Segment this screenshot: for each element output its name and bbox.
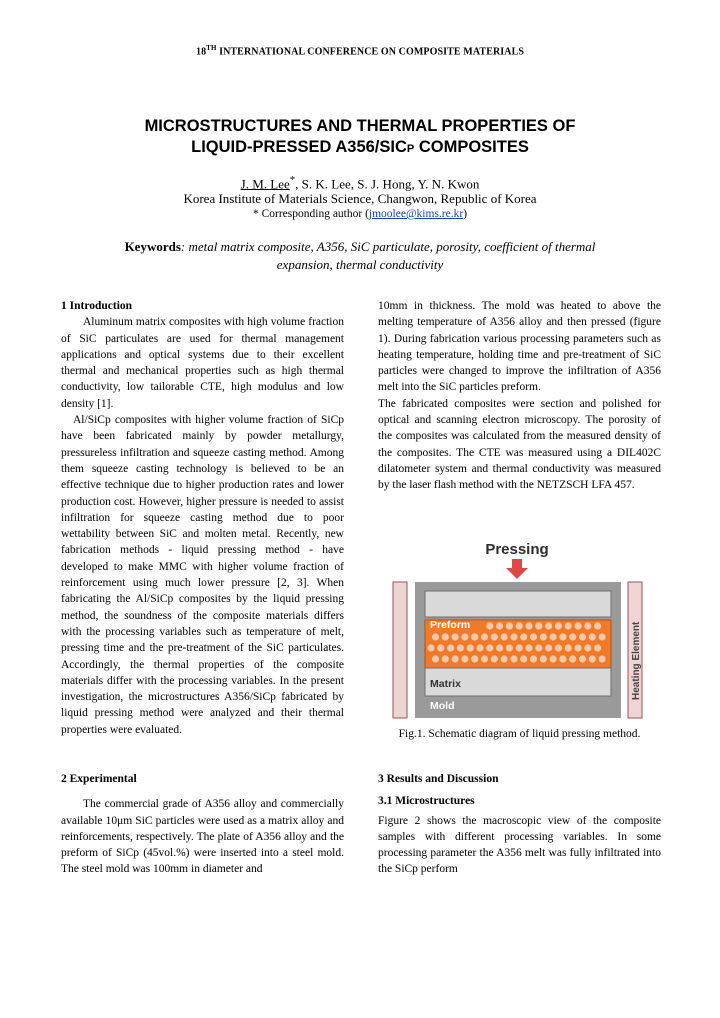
sic-particle: [559, 655, 566, 662]
experimental-heading: 2 Experimental: [61, 773, 137, 785]
sic-particle: [569, 633, 576, 640]
sic-particle: [510, 655, 517, 662]
sic-particle: [501, 633, 508, 640]
sic-particle: [530, 633, 537, 640]
sic-particle: [432, 655, 439, 662]
sic-particle: [461, 633, 468, 640]
sic-particle: [599, 633, 606, 640]
sic-particle: [442, 633, 449, 640]
pressing-label: Pressing: [485, 541, 549, 558]
title-line-2: LIQUID-PRESSED A356/SICP COMPOSITES: [191, 138, 529, 156]
liquid-pressing-diagram: [385, 538, 657, 720]
sic-particle: [486, 622, 493, 629]
sic-particle: [506, 644, 513, 651]
sic-particle: [481, 633, 488, 640]
experimental-section: [61, 771, 344, 878]
sic-particle: [589, 633, 596, 640]
sic-particle: [555, 622, 562, 629]
right-column-text: [378, 298, 661, 494]
intro-heading: 1 Introduction: [61, 300, 133, 312]
sic-particle: [457, 644, 464, 651]
heating-element-left: [393, 582, 407, 718]
results-heading: 3 Results and Discussion: [378, 773, 499, 785]
heating-element-label: Heating Element: [631, 621, 642, 700]
microstructures-subheading: 3.1 Microstructures: [378, 795, 475, 808]
sic-particle: [491, 655, 498, 662]
method-paragraph-1: 10mm in thickness. The mold was heated to above the melting temperature of A356 alloy and then pressed (figure 1). During fabrication various processing parameters such as heating temperature, holding time and pre-treatment of SiC particles were changed to improve the infiltration of A356 melt into the SiC particles preform.: [378, 300, 661, 394]
sic-particle: [569, 655, 576, 662]
method-paragraph-2: The fabricated composites were section and polished for optical and scanning electron microscopy. The porosity of the composites was calculated from the measured density of the composites. The CTE was measured using a DIL402C dilatometer system and thermal conductivity was measured by the laser flash method with the NETZSCH LFA 457.: [378, 397, 661, 492]
figure-1-caption: Fig.1. Schematic diagram of liquid pressing method.: [398, 728, 641, 740]
introduction-section: [61, 298, 344, 738]
sic-particle: [530, 655, 537, 662]
pressing-arrow-icon: [506, 559, 528, 579]
sic-particle: [545, 622, 552, 629]
sic-particle: [574, 622, 581, 629]
first-author[interactable]: J. M. Lee: [240, 176, 290, 192]
intro-paragraph-1: Aluminum matrix composites with high volume fraction of SiC particulates are used for thermal management applications and optical systems due to their excellent thermal and mechanical properties such as high thermal conductivity, low tailorable CTE, high modulus and low density [1].: [61, 316, 344, 410]
sic-particle: [550, 655, 557, 662]
sic-particle: [481, 655, 488, 662]
sic-particle: [574, 644, 581, 651]
mold-label: Mold: [430, 700, 455, 712]
sic-particle: [579, 633, 586, 640]
sic-particle: [452, 633, 459, 640]
sic-particle: [545, 644, 552, 651]
results-paragraph-1: Figure 2 shows the macroscopic view of the composite samples with different processing variables. In some processing parameter the A356 melt was fully infiltrated into the SiCp perform: [378, 814, 661, 876]
sic-particle: [510, 633, 517, 640]
intro-paragraph-2: Al/SiCp composites with higher volume fraction of SiCp have been fabricated mainly by powder metallurgy, pressureless infiltration and squeeze casting method. Among them squeeze casting technology is believed to be an effective technique due to higher production rates and lower production cost. However, higher pressure is needed to assist infiltration for squeeze casting method due to poor wettability between SiC and molten metal. Recently, new fabrication methods - liquid pressing method - have developed to make MMC with higher volume fraction of reinforcement using much lower pressure [2, 3]. When fabricating the Al/SiCp composites by the liquid pressing method, the soundness of the composite materials differs with the processing variables such as temperature of melt, pressing time and the pre-treatment of the SiC particulates. Accordingly, the thermal properties of the composite materials differ with the processing variables. In the present investigation, the microstructures A356/SiCp fabricated by liquid pressing method were analyzed and their thermal properties were evaluated.: [61, 414, 344, 736]
results-section: [378, 771, 661, 878]
sic-particle: [584, 622, 591, 629]
sic-particle: [516, 644, 523, 651]
sic-particle: [520, 655, 527, 662]
sic-particle: [447, 644, 454, 651]
preform-label: Preform: [430, 619, 471, 631]
corresponding-author: * Corresponding author (jmoolee@kims.re.kr): [252, 208, 468, 220]
sic-particle: [496, 622, 503, 629]
sic-particle: [491, 633, 498, 640]
matrix-label: Matrix: [430, 678, 461, 690]
sic-particle: [565, 622, 572, 629]
sic-particle: [476, 644, 483, 651]
sic-particle: [516, 622, 523, 629]
conference-header: 18TH INTERNATIONAL CONFERENCE ON COMPOSITE MATERIALS: [195, 44, 525, 58]
sic-particle: [525, 622, 532, 629]
sic-particle: [486, 644, 493, 651]
sic-particle: [550, 633, 557, 640]
sic-particle: [525, 644, 532, 651]
sic-particle: [589, 655, 596, 662]
sic-particle: [535, 644, 542, 651]
sic-particle: [520, 633, 527, 640]
press-plate: [425, 591, 611, 617]
sic-particle: [496, 644, 503, 651]
sic-particle: [584, 644, 591, 651]
sic-particle: [442, 655, 449, 662]
sic-particle: [461, 655, 468, 662]
sic-particle: [555, 644, 562, 651]
sic-particle: [594, 644, 601, 651]
paper-title: [0, 116, 720, 160]
sic-particle: [565, 644, 572, 651]
sic-particle: [432, 633, 439, 640]
authors: J. M. Lee*, S. K. Lee, S. J. Hong, Y. N. Kwon: [240, 174, 480, 192]
sic-particle: [535, 622, 542, 629]
sic-particle: [599, 655, 606, 662]
sic-particle: [471, 633, 478, 640]
sic-particle: [579, 655, 586, 662]
keywords: Keywords: metal matrix composite, A356, SiC particulate, porosity, coefficient of thermal expansion, thermal conductivity: [124, 239, 596, 272]
sic-particle: [471, 655, 478, 662]
sic-particle: [540, 655, 547, 662]
sic-particle: [437, 644, 444, 651]
sic-particle: [467, 644, 474, 651]
email-link[interactable]: jmoolee@kims.re.kr: [368, 208, 464, 220]
sic-particle: [540, 633, 547, 640]
experimental-paragraph-1: The commercial grade of A356 alloy and commercially available 10μm SiC particles were used as a matrix alloy and reinforcements, respectively. The plate of A356 alloy and the preform of SiCp (45vol.%) were inserted into a steel mold. The steel mold was 100mm in diameter and: [61, 798, 344, 876]
sic-particle: [452, 655, 459, 662]
sic-particle: [559, 633, 566, 640]
sic-particle: [594, 622, 601, 629]
title-line-1: MICROSTRUCTURES AND THERMAL PROPERTIES OF: [144, 117, 576, 135]
affiliation: Korea Institute of Materials Science, Changwon, Republic of Korea: [183, 191, 537, 206]
sic-particle: [501, 655, 508, 662]
sic-particle: [506, 622, 513, 629]
sic-particle: [427, 644, 434, 651]
